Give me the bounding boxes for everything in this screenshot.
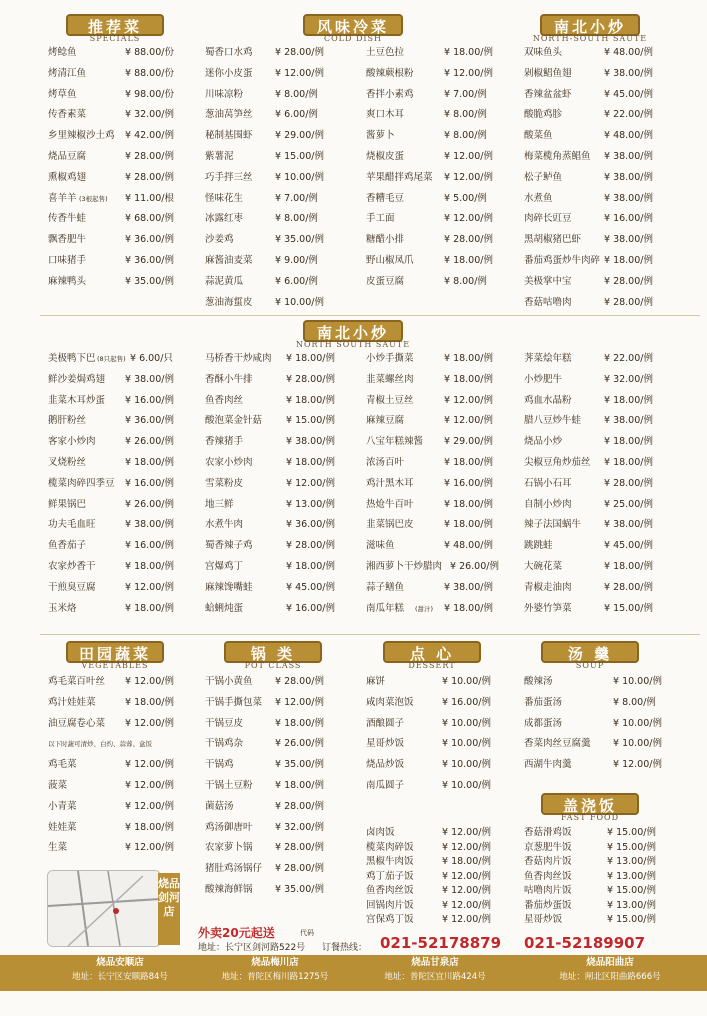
list-item: 干锅小黄鱼 ¥ 28.00/例	[205, 676, 324, 687]
list-item: 鸡汁娃娃菜 ¥ 18.00/例	[48, 696, 174, 708]
list-item: 香辣猪手 ¥ 38.00/例	[205, 436, 335, 448]
list-item: 苹果醋拌鸡尾菜 ¥ 12.00/例	[366, 171, 493, 183]
list-item: 韭菜木耳炒蛋 ¥ 16.00/例	[48, 394, 174, 406]
list-item: 鸡汤御唐叶 ¥ 32.00/例	[205, 821, 324, 833]
list-item: 巧手拌三丝 ¥ 10.00/例	[205, 171, 324, 183]
north-south-list-1	[48, 349, 208, 619]
list-item: 农家萝卜锅 ¥ 28.00/例	[205, 842, 324, 854]
list-item: 生菜 ¥ 12.00/例	[48, 842, 174, 854]
list-item: 咸肉菜泡饭 ¥ 16.00/例	[366, 696, 491, 708]
list-item: 玉米烙 ¥ 18.00/例	[48, 602, 174, 614]
section-title-vegetables: 田园蔬菜	[66, 641, 164, 663]
section-subtitle-specials: SPECIALS	[89, 34, 141, 43]
list-item: 干煎臭豆腐 ¥ 12.00/例	[48, 581, 174, 593]
divider	[40, 634, 700, 635]
list-item: 卤肉饭 ¥ 12.00/例	[366, 827, 491, 838]
section-title-dessert: 点 心	[383, 641, 481, 663]
list-item: 自制小炒肉 ¥ 25.00/例	[524, 498, 653, 510]
list-item: 爽口木耳 ¥ 8.00/例	[366, 109, 487, 121]
dessert-list	[366, 672, 521, 797]
list-item: 辣子法国蜗牛 ¥ 38.00/例	[524, 519, 653, 531]
list-item: 蒜子鳝鱼 ¥ 38.00/例	[366, 581, 493, 593]
list-item: 烧品炒饭 ¥ 10.00/例	[366, 759, 491, 771]
section-subtitle-dessert: DESSERT	[408, 661, 456, 670]
list-item: 酸脆鸡胗 ¥ 22.00/例	[524, 109, 653, 121]
list-item: 口味猪手 ¥ 36.00/例	[48, 254, 174, 266]
phone-number-1[interactable]: 021-52178879	[380, 934, 502, 952]
list-item: 农家小炒肉 ¥ 18.00/例	[205, 456, 335, 468]
list-item: 川味凉粉 ¥ 8.00/例	[205, 88, 318, 100]
list-item: 雪菜粉皮 ¥ 12.00/例	[205, 477, 335, 489]
list-item: 香菇滑鸡饭 ¥ 15.00/例	[524, 827, 656, 838]
footer-store-address: 地址：闸北区阳曲路666号	[559, 972, 661, 982]
list-item: 星哥炒饭 ¥ 15.00/例	[524, 914, 656, 925]
list-item: 皮蛋豆腐 ¥ 8.00/例	[366, 275, 487, 287]
list-item: 菌菇汤 ¥ 28.00/例	[205, 800, 324, 812]
cold-dish-list-1	[205, 43, 355, 313]
list-item: 飘香肥牛 ¥ 36.00/例	[48, 234, 174, 246]
list-item: 梅菜榄角蒸鲳鱼 ¥ 38.00/例	[524, 150, 653, 162]
list-item: 石锅小石耳 ¥ 28.00/例	[524, 477, 653, 489]
delivery-headline: 外卖20元起送	[198, 926, 275, 940]
list-item: 肉碎长豇豆 ¥ 16.00/例	[524, 213, 653, 225]
list-item: 以下时蔬可清炒、白灼、蒜蓉、盒饭	[48, 740, 152, 749]
list-item: 鲜沙姜焗鸡翅 ¥ 38.00/例	[48, 373, 174, 385]
north-south-list-4	[524, 349, 694, 619]
list-item: 香辣盆盆虾 ¥ 45.00/例	[524, 88, 653, 100]
list-item: 酸辣蕨根粉 ¥ 12.00/例	[366, 67, 493, 79]
list-item: 鲜果锅巴 ¥ 26.00/例	[48, 498, 174, 510]
section-title-north-south-1: 南北小炒	[540, 14, 640, 36]
location-map	[47, 870, 161, 947]
list-item: 番茄鸡蛋炒牛肉碎 ¥ 18.00/例	[524, 254, 653, 266]
list-item: 葱油莴笋丝 ¥ 6.00/例	[205, 109, 318, 121]
section-title-cold-dish: 风味冷菜	[303, 14, 403, 36]
list-item: 酸辣海鲜锅 ¥ 35.00/例	[205, 883, 324, 895]
section-subtitle-pot-class: POT CLASS	[244, 661, 302, 670]
list-item: 番茄蛋汤 ¥ 8.00/例	[524, 696, 656, 708]
list-item: 宫爆鸡丁 ¥ 18.00/例	[205, 560, 335, 572]
list-item: 传香素菜 ¥ 32.00/例	[48, 109, 174, 121]
list-item: 番茄炒蛋饭 ¥ 13.00/例	[524, 899, 656, 911]
list-item: 韭菜螺丝肉 ¥ 18.00/例	[366, 373, 493, 385]
list-item: 烤鲶鱼 ¥ 88.00/份	[48, 47, 174, 58]
list-item: 沙姜鸡 ¥ 35.00/例	[205, 234, 324, 246]
footer-store-bar	[0, 955, 707, 991]
list-item: 水煮鱼 ¥ 38.00/例	[524, 192, 653, 204]
list-item: 美极掌中宝 ¥ 28.00/例	[524, 275, 653, 287]
list-item: 传香牛蛙 ¥ 68.00/例	[48, 213, 174, 225]
list-item: 西湖牛肉羹 ¥ 12.00/例	[524, 759, 662, 771]
list-item: 韭菜锅巴皮 ¥ 18.00/例	[366, 519, 493, 531]
section-subtitle-north-south-2: NORTH SOUTH SAUTE	[295, 340, 411, 349]
section-title-soup: 汤 羹	[541, 641, 639, 663]
section-subtitle-fast-food: FAST FOOD	[560, 813, 620, 822]
north-south-list-top	[524, 43, 694, 313]
list-item: 星哥炒饭 ¥ 10.00/例	[366, 738, 491, 750]
list-item: 外婆竹笋菜 ¥ 15.00/例	[524, 602, 653, 614]
list-item: 蜀香辣子鸡 ¥ 28.00/例	[205, 540, 335, 552]
section-subtitle-soup: SOUP	[575, 661, 605, 670]
list-item: 小炒肥牛 ¥ 32.00/例	[524, 373, 653, 385]
list-item: 鱼香肉丝 ¥ 18.00/例	[205, 394, 335, 406]
list-item: 腊八豆炒牛蛙 ¥ 38.00/例	[524, 415, 653, 427]
footer-store	[195, 956, 355, 984]
list-item: 干锅鸡杂 ¥ 26.00/例	[205, 738, 324, 750]
list-item: 小炒手撕菜 ¥ 18.00/例	[366, 353, 493, 364]
list-item: 麻辣馋嘴蛙 ¥ 45.00/例	[205, 581, 335, 593]
list-item: 酸菜鱼 ¥ 48.00/例	[524, 130, 653, 142]
divider	[40, 315, 700, 316]
phone-number-2[interactable]: 021-52189907	[524, 934, 646, 952]
delivery-code-label: 代码	[300, 929, 314, 937]
section-title-specials: 推荐菜	[66, 14, 164, 36]
list-item: 榄菜肉碎四季豆 ¥ 16.00/例	[48, 477, 174, 489]
north-south-list-2	[205, 349, 360, 619]
list-item: 麻酱油麦菜 ¥ 9.00/例	[205, 254, 318, 266]
list-item: 叉烧粉丝 ¥ 18.00/例	[48, 456, 174, 468]
specials-list	[48, 43, 198, 293]
footer-store-address: 地址：长宁区安顺路84号	[72, 972, 168, 982]
list-item: 尖椒豆角炒茄丝 ¥ 18.00/例	[524, 456, 653, 468]
list-item: 热炝牛百叶 ¥ 18.00/例	[366, 498, 493, 510]
list-item: 咕噜肉片饭 ¥ 15.00/例	[524, 885, 656, 896]
footer-store	[525, 956, 695, 984]
list-item: 双味鱼头 ¥ 48.00/例	[524, 47, 653, 58]
list-item: 熏椒鸡翅 ¥ 28.00/例	[48, 171, 174, 183]
list-item: 滋味鱼 ¥ 48.00/例	[366, 540, 493, 552]
list-item: 麻辣鸭头 ¥ 35.00/例	[48, 275, 174, 287]
list-item: 榄菜肉碎饭 ¥ 12.00/例	[366, 841, 491, 853]
list-item: 干锅豆皮 ¥ 18.00/例	[205, 717, 324, 729]
footer-store-name: 烧品阳曲店	[586, 957, 634, 968]
list-item: 酱萝卜 ¥ 8.00/例	[366, 130, 487, 142]
footer-store-name: 烧品甘泉店	[411, 957, 459, 968]
list-item: 冰露红枣 ¥ 8.00/例	[205, 213, 318, 225]
list-item: 鱼香茄子 ¥ 16.00/例	[48, 540, 174, 552]
list-item: 烧椒皮蛋 ¥ 12.00/例	[366, 150, 493, 162]
list-item: 糖醋小排 ¥ 28.00/例	[366, 234, 493, 246]
list-item: 鸡丁茄子饭 ¥ 12.00/例	[366, 870, 491, 882]
list-item: 功夫毛血旺 ¥ 38.00/例	[48, 519, 174, 531]
list-item: 客家小炒肉 ¥ 26.00/例	[48, 436, 174, 448]
list-item: 蛤蜊炖蛋 ¥ 16.00/例	[205, 602, 335, 614]
footer-store-name: 烧品梅川店	[251, 957, 299, 968]
list-item: 酸辣汤 ¥ 10.00/例	[524, 676, 662, 687]
list-item: 鸡汁黑木耳 ¥ 16.00/例	[366, 477, 493, 489]
list-item: 干锅鸡 ¥ 35.00/例	[205, 759, 324, 771]
list-item: 美极鸭下巴 (8只起售) ¥ 6.00/只	[48, 353, 173, 364]
list-item: 酸泡菜金针菇 ¥ 15.00/例	[205, 415, 335, 427]
list-item: 鱼香肉丝饭 ¥ 13.00/例	[524, 870, 656, 882]
list-item: 怪味花生 ¥ 7.00/例	[205, 192, 318, 204]
list-item: 湘西萝卜干炒腊肉 ¥ 26.00/例	[366, 560, 499, 572]
list-item: 鸡毛菜 ¥ 12.00/例	[48, 759, 174, 771]
list-item: 宫保鸡丁饭 ¥ 12.00/例	[366, 914, 491, 925]
list-item: 娃娃菜 ¥ 18.00/例	[48, 821, 174, 833]
hotline-label: 订餐热线：	[322, 943, 368, 953]
list-item: 香酥小牛排 ¥ 28.00/例	[205, 373, 335, 385]
cold-dish-list-2	[366, 43, 516, 293]
list-item: 手工面 ¥ 12.00/例	[366, 213, 493, 225]
list-item: 地三鲜 ¥ 13.00/例	[205, 498, 335, 510]
footer-store-name: 烧品安顺店	[96, 957, 144, 968]
list-item: 青椒土豆丝 ¥ 12.00/例	[366, 394, 493, 406]
list-item: 葱油海蜇皮 ¥ 10.00/例	[205, 296, 324, 308]
list-item: 鱼香肉丝饭 ¥ 12.00/例	[366, 885, 491, 896]
list-item: 剁椒鲳鱼翅 ¥ 38.00/例	[524, 67, 653, 79]
map-store-badge: 烧品剑河店	[158, 873, 180, 945]
list-item: 鹅肝粉丝 ¥ 36.00/例	[48, 415, 174, 427]
list-item: 干锅土豆粉 ¥ 18.00/例	[205, 779, 324, 791]
list-item: 干锅手撕包菜 ¥ 12.00/例	[205, 696, 324, 708]
list-item: 烤草鱼 ¥ 98.00/份	[48, 88, 174, 100]
list-item: 紫薯泥 ¥ 15.00/例	[205, 150, 324, 162]
vegetables-list	[48, 672, 208, 859]
list-item: 乡里辣椒沙土鸡 ¥ 42.00/例	[48, 130, 174, 142]
list-item: 香菇咕噜肉 ¥ 28.00/例	[524, 296, 653, 308]
list-item: 香菇肉片饭 ¥ 13.00/例	[524, 856, 656, 867]
section-subtitle-vegetables: VEGETABLES	[81, 661, 149, 670]
list-item: 青椒走油肉 ¥ 28.00/例	[524, 581, 653, 593]
list-item: 迷你小皮蛋 ¥ 12.00/例	[205, 67, 324, 79]
list-item: 香糟毛豆 ¥ 5.00/例	[366, 192, 487, 204]
list-item: 浓汤百叶 ¥ 18.00/例	[366, 456, 493, 468]
list-item: 香菜肉丝豆腐羹 ¥ 10.00/例	[524, 738, 662, 750]
list-item: 农家炒香干 ¥ 18.00/例	[48, 560, 174, 572]
section-title-fast-food: 盖浇饭	[541, 793, 639, 815]
section-subtitle-cold-dish: COLD DISH	[324, 34, 382, 43]
list-item: 秘制基围虾 ¥ 29.00/例	[205, 130, 324, 142]
list-item: 跳跳蛙 ¥ 45.00/例	[524, 540, 653, 552]
soup-list	[524, 672, 694, 776]
list-item: 南瓜圆子 ¥ 10.00/例	[366, 779, 491, 791]
list-item: 油豆腐卷心菜 ¥ 12.00/例	[48, 717, 174, 729]
footer-store	[355, 956, 515, 984]
list-item: 喜羊羊 (3根起售) ¥ 11.00/根	[48, 192, 174, 204]
list-item: 松子鲈鱼 ¥ 38.00/例	[524, 171, 653, 183]
list-item: 马桥香干炒咸肉 ¥ 18.00/例	[205, 353, 335, 364]
list-item: 八宝年糕辣酱 ¥ 29.00/例	[366, 436, 493, 448]
list-item: 猪肚鸡汤锅仔 ¥ 28.00/例	[205, 863, 324, 875]
north-south-list-3	[366, 349, 521, 619]
list-item: 成都蛋汤 ¥ 10.00/例	[524, 717, 662, 729]
list-item: 麻辣豆腐 ¥ 12.00/例	[366, 415, 493, 427]
list-item: 烧品小炒 ¥ 18.00/例	[524, 436, 653, 448]
list-item: 黑胡椒猪巴虾 ¥ 38.00/例	[524, 234, 653, 246]
list-item: 蒜泥黄瓜 ¥ 6.00/例	[205, 275, 318, 287]
list-item: 小青菜 ¥ 12.00/例	[48, 800, 174, 812]
list-item: 酒酿圆子 ¥ 10.00/例	[366, 717, 491, 729]
list-item: 麻饼 ¥ 10.00/例	[366, 676, 491, 687]
list-item: 菠菜 ¥ 12.00/例	[48, 779, 174, 791]
list-item: 鸡血水晶粉 ¥ 18.00/例	[524, 394, 653, 406]
list-item: 野山椒凤爪 ¥ 18.00/例	[366, 254, 493, 266]
list-item: 大碗花菜 ¥ 18.00/例	[524, 560, 653, 572]
list-item: 回锅肉片饭 ¥ 12.00/例	[366, 899, 491, 911]
list-item: 南瓜年糕 (甜汁) ¥ 18.00/例	[366, 602, 493, 614]
list-item: 黑椒牛肉饭 ¥ 18.00/例	[366, 856, 491, 867]
pot-class-list	[205, 672, 360, 901]
fast-food-list	[524, 826, 694, 928]
list-item: 京葱肥牛饭 ¥ 15.00/例	[524, 841, 656, 853]
list-item: 水煮牛肉 ¥ 36.00/例	[205, 519, 335, 531]
list-item: 蜀香口水鸡 ¥ 28.00/例	[205, 47, 324, 58]
list-item: 荠菜烩年糕 ¥ 22.00/例	[524, 353, 653, 364]
list-item: 烤清江鱼 ¥ 88.00/份	[48, 67, 174, 79]
footer-store-address: 地址：普陀区宜川路424号	[384, 972, 486, 982]
map-streets-icon	[48, 871, 160, 946]
delivery-address: 地址：长宁区剑河路522号	[198, 943, 306, 953]
list-item: 土豆色拉 ¥ 18.00/例	[366, 47, 493, 58]
list-item: 香拌小素鸡 ¥ 7.00/例	[366, 88, 487, 100]
section-title-pot-class: 锅 类	[224, 641, 322, 663]
footer-store	[40, 956, 200, 984]
rice-list	[366, 826, 521, 928]
footer-store-address: 地址：普陀区梅川路1275号	[221, 972, 329, 982]
list-item: 鸡毛菜百叶丝 ¥ 12.00/例	[48, 676, 174, 687]
section-subtitle-north-south-1: NORTH-SOUTH SAUTE	[532, 34, 648, 43]
list-item: 烧品豆腐 ¥ 28.00/例	[48, 150, 174, 162]
section-title-north-south-2: 南北小炒	[303, 320, 403, 342]
